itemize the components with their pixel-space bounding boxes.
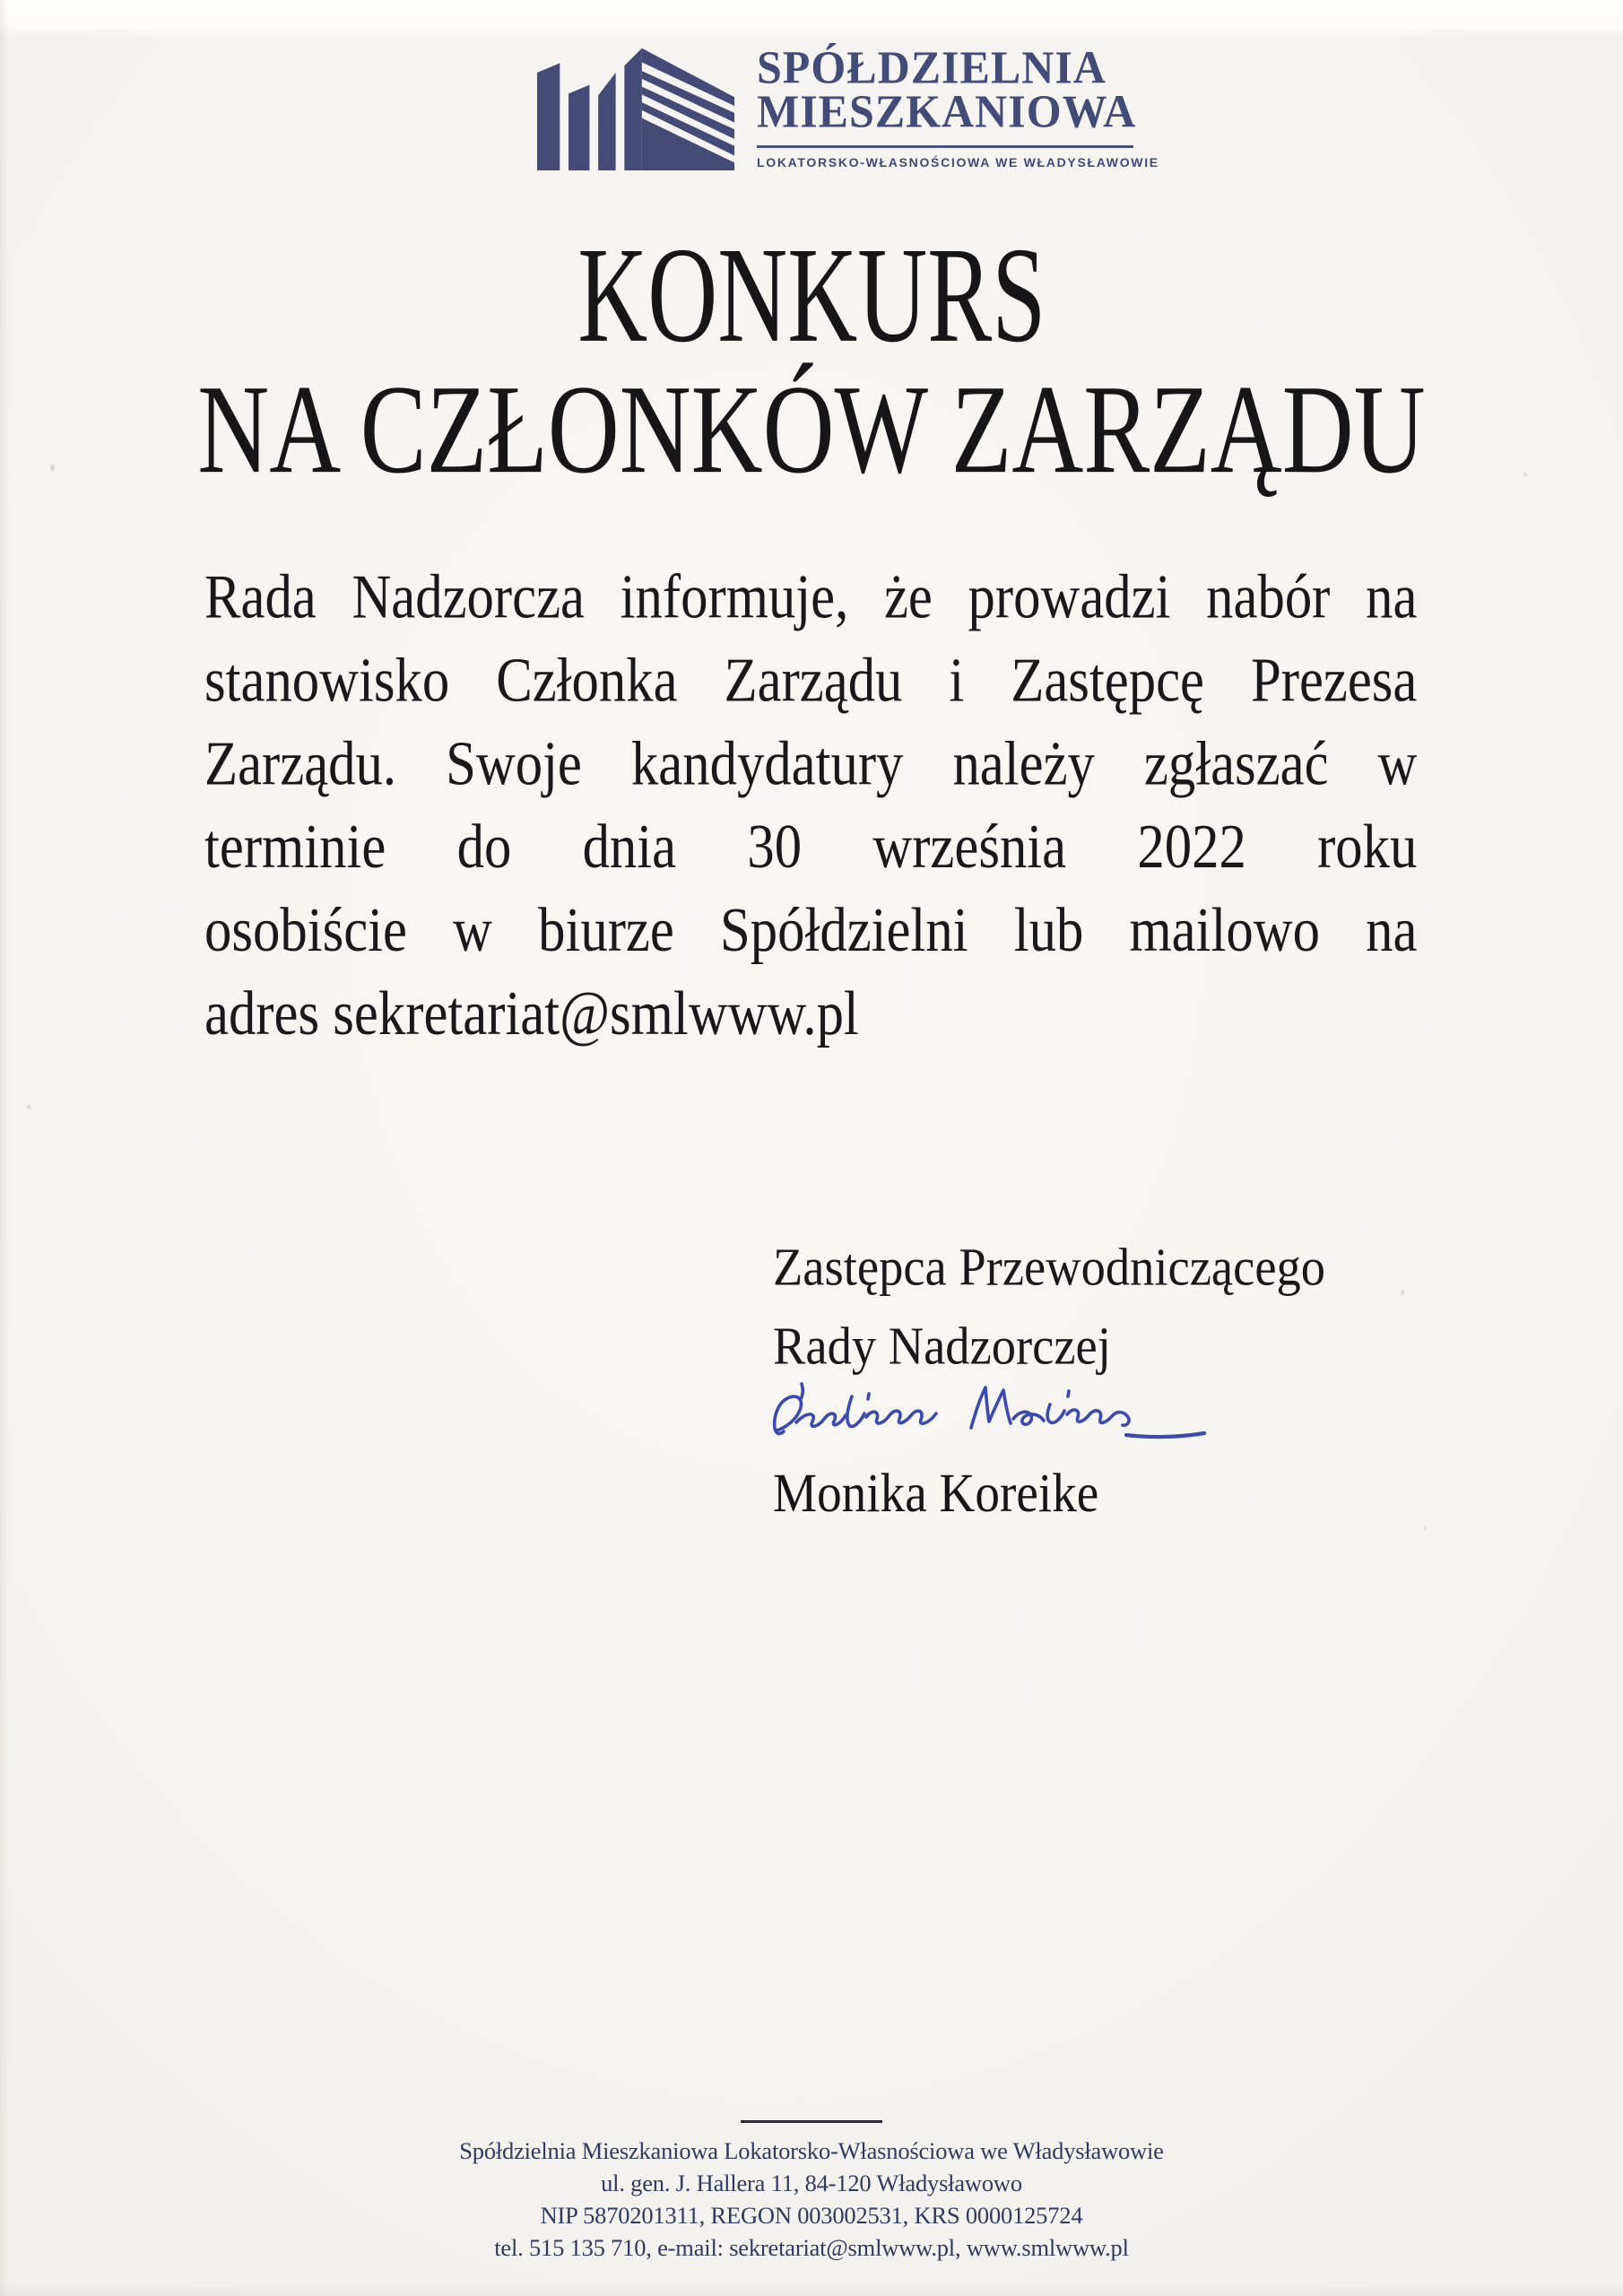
buildings-logo-icon — [527, 41, 744, 172]
logo-underline-rule — [757, 145, 1133, 148]
document-title-line2 — [0, 357, 1623, 500]
signer-role-line2: Rady Nadzorczej — [773, 1316, 1111, 1376]
scan-speck — [1401, 1290, 1404, 1295]
handwritten-signature-ink — [769, 1369, 1218, 1467]
paragraph-line: adres sekretariat@smlwww.pl — [204, 978, 859, 1048]
footer-registry-line: NIP 5870201311, REGON 003002531, KRS 0000125724 — [540, 2202, 1083, 2229]
scan-speck — [50, 465, 55, 471]
paragraph-line: osobiście w biurze Spółdzielni lub mailowo na — [204, 895, 1418, 965]
logo-org-name-line2: MIESZKANIOWA — [757, 84, 1137, 138]
footer-address-line: ul. gen. J. Hallera 11, 84-120 Władysławowo — [601, 2170, 1022, 2196]
scan-speck — [27, 1105, 30, 1109]
logo-tagline: LOKATORSKO-WŁASNOŚCIOWA WE WŁADYSŁAWOWIE — [757, 155, 1159, 170]
footer-contact-line: tel. 515 135 710, e-mail: sekretariat@smlwww.pl, www.smlwww.pl — [494, 2234, 1129, 2261]
document-title-line2-text: NA CZŁONKÓW ZARZĄDU — [197, 360, 1426, 500]
document-title-line1 — [0, 217, 1623, 371]
footer-divider-rule — [741, 2120, 882, 2123]
paragraph-line: stanowisko Członka Zarządu i Zastępcę Prezesa — [204, 646, 1418, 716]
footer-org-line: Spółdzielnia Mieszkaniowa Lokatorsko-Własnościowa we Władysławowie — [459, 2137, 1164, 2164]
scan-bottom-edge-shadow — [0, 2283, 1623, 2296]
logo-text-block — [757, 40, 1159, 170]
announcement-paragraph — [204, 556, 1417, 1056]
scan-speck — [1424, 1526, 1427, 1530]
footer-contact-block — [0, 2135, 1623, 2264]
paragraph-line: Zarządu. Swoje kandydatury należy zgłaszać w — [204, 729, 1418, 799]
scan-speck — [1523, 473, 1527, 476]
paragraph-line: terminie do dnia 30 września 2022 roku — [204, 812, 1418, 882]
signer-role-line1: Zastępca Przewodniczącego — [773, 1237, 1326, 1297]
signature-block — [773, 1227, 1454, 1524]
letterhead-logo — [527, 40, 1159, 185]
document-title-line1-text: KONKURS — [577, 220, 1046, 371]
paragraph-line: Rada Nadzorcza informuje, że prowadzi nabór na — [204, 562, 1418, 632]
signer-name: Monika Koreike — [773, 1463, 1099, 1524]
logo-org-name-line1: SPÓŁDZIELNIA — [757, 40, 1107, 94]
scan-top-edge — [0, 0, 1623, 38]
